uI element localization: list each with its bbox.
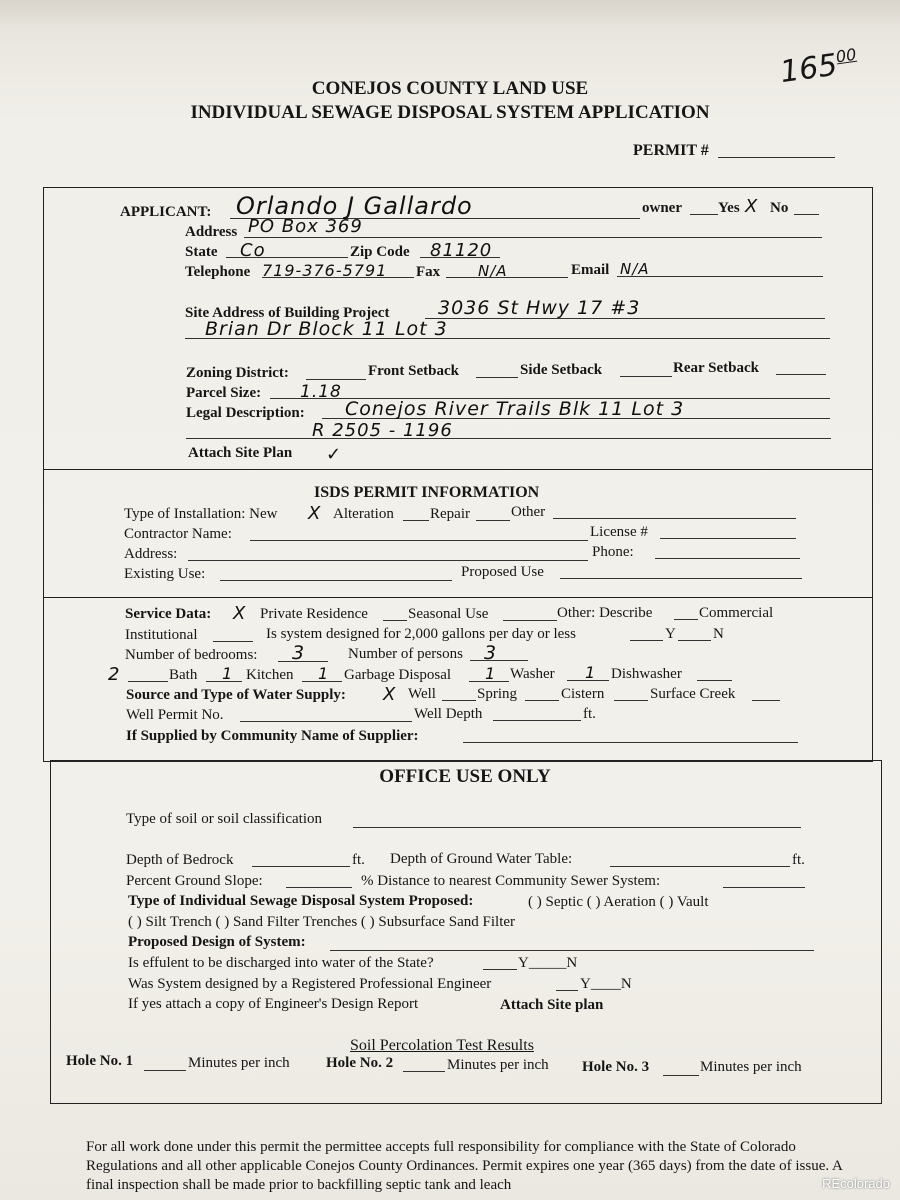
private-residence-checkmark[interactable]: X bbox=[233, 603, 247, 624]
fax-field[interactable]: N/A bbox=[478, 262, 508, 280]
gallons-label: Is system designed for 2,000 gallons per day or less bbox=[266, 626, 576, 642]
watermark-logo: REcolorado bbox=[822, 1176, 890, 1191]
contractor-address-field[interactable] bbox=[188, 560, 588, 561]
other-describe-label: Other: Describe bbox=[557, 605, 653, 621]
site-address-field[interactable]: 3036 St Hwy 17 #3 bbox=[438, 297, 641, 319]
effluent-label: Is effulent to be discharged into water of the State? bbox=[128, 955, 434, 971]
well-depth-ft-label: ft. bbox=[583, 706, 596, 722]
form-title: CONEJOS COUNTY LAND USE bbox=[311, 78, 589, 99]
proposed-use-label: Proposed Use bbox=[461, 564, 544, 580]
groundwater-ft-label: ft. bbox=[792, 852, 805, 868]
gallons-n-label: N bbox=[713, 626, 724, 642]
hole-1-label: Hole No. 1 bbox=[66, 1053, 134, 1069]
telephone-field[interactable]: 719-376-5791 bbox=[262, 261, 388, 280]
attach-site-plan-label: Attach Site Plan bbox=[188, 445, 293, 461]
persons-label: Number of persons bbox=[348, 646, 463, 662]
form-upper-box bbox=[43, 187, 873, 762]
rear-setback-field[interactable] bbox=[776, 374, 826, 375]
zoning-label: Zoning District: bbox=[186, 365, 289, 381]
system-type-label: Type of Individual Sewage Disposal System Proposed: bbox=[128, 893, 474, 909]
hole-2-field[interactable] bbox=[403, 1071, 445, 1072]
telephone-label: Telephone bbox=[185, 264, 251, 280]
institutional-label: Institutional bbox=[125, 627, 198, 643]
bath-label: Bath bbox=[169, 667, 198, 683]
engineer-report-label: If yes attach a copy of Engineer's Design Report bbox=[128, 996, 419, 1012]
front-setback-label: Front Setback bbox=[368, 363, 459, 379]
gallons-y-label: Y bbox=[665, 626, 676, 642]
front-setback-field[interactable] bbox=[476, 377, 518, 378]
legal-description-field-line2[interactable]: R 2505 - 1196 bbox=[312, 420, 453, 441]
side-setback-label: Side Setback bbox=[520, 362, 603, 378]
owner-yes-checkmark[interactable]: X bbox=[745, 196, 759, 217]
kitchen-label: Kitchen bbox=[246, 667, 294, 683]
garbage-count[interactable]: 1 bbox=[318, 664, 330, 683]
seasonal-label: Seasonal Use bbox=[408, 606, 489, 622]
soil-classification-label: Type of soil or soil classification bbox=[126, 811, 322, 827]
bedrooms-label: Number of bedrooms: bbox=[125, 647, 258, 663]
proposed-use-field[interactable] bbox=[560, 578, 802, 579]
dishwasher-label: Dishwasher bbox=[611, 666, 682, 682]
proposed-design-field[interactable] bbox=[330, 950, 814, 951]
septic-options[interactable]: ( ) Septic ( ) Aeration ( ) Vault bbox=[528, 894, 709, 910]
zoning-field[interactable] bbox=[306, 379, 366, 380]
well-depth-label: Well Depth bbox=[414, 706, 483, 722]
divider bbox=[43, 469, 873, 470]
community-supplier-label: If Supplied by Community Name of Supplier: bbox=[126, 728, 419, 744]
hole-1-field[interactable] bbox=[144, 1070, 186, 1071]
slope-field[interactable] bbox=[286, 887, 352, 888]
groundwater-label: Depth of Ground Water Table: bbox=[390, 851, 573, 867]
phone-label: Phone: bbox=[592, 544, 634, 560]
phone-field[interactable] bbox=[655, 558, 800, 559]
legal-description-field[interactable]: Conejos River Trails Blk 11 Lot 3 bbox=[345, 398, 685, 420]
spring-label: Spring bbox=[477, 686, 518, 702]
well-permit-label: Well Permit No. bbox=[126, 707, 224, 723]
side-setback-field[interactable] bbox=[620, 376, 672, 377]
sewer-distance-label: % Distance to nearest Community Sewer System: bbox=[361, 873, 661, 889]
bath-count[interactable]: 2 bbox=[108, 664, 121, 685]
permit-number-field[interactable] bbox=[718, 157, 835, 158]
existing-use-label: Existing Use: bbox=[124, 566, 206, 582]
office-use-heading: OFFICE USE ONLY bbox=[379, 766, 551, 787]
cistern-label: Cistern bbox=[561, 686, 605, 702]
license-field[interactable] bbox=[660, 538, 796, 539]
community-supplier-field[interactable] bbox=[463, 742, 798, 743]
license-label: License # bbox=[590, 524, 648, 540]
hole-3-field[interactable] bbox=[663, 1075, 699, 1076]
soil-classification-field[interactable] bbox=[353, 827, 801, 828]
other-label: Other bbox=[511, 504, 546, 520]
repair-label: Repair bbox=[430, 506, 470, 522]
effluent-yn[interactable]: Y_____N bbox=[518, 955, 578, 971]
site-address-label: Site Address of Building Project bbox=[185, 305, 390, 321]
owner-label: owner bbox=[642, 200, 682, 216]
well-label: Well bbox=[408, 686, 436, 702]
email-label: Email bbox=[571, 262, 610, 278]
parcel-label: Parcel Size: bbox=[186, 385, 262, 401]
zip-label: Zip Code bbox=[350, 244, 410, 260]
installation-type-label: Type of Installation: New bbox=[124, 506, 278, 522]
new-installation-checkmark[interactable]: X bbox=[308, 503, 322, 524]
existing-use-field[interactable] bbox=[220, 580, 452, 581]
sewer-distance-field[interactable] bbox=[723, 887, 805, 888]
bedrock-field[interactable] bbox=[252, 866, 350, 867]
commercial-label: Commercial bbox=[699, 605, 774, 621]
contractor-field[interactable] bbox=[250, 540, 588, 541]
service-data-label: Service Data: bbox=[125, 606, 212, 622]
no-label: No bbox=[770, 200, 789, 216]
attach-site-plan-check-icon[interactable]: ✓ bbox=[326, 444, 343, 465]
state-field[interactable]: Co bbox=[240, 240, 266, 261]
alteration-label: Alteration bbox=[333, 506, 394, 522]
hole-2-mpi-label: Minutes per inch bbox=[447, 1057, 549, 1073]
well-permit-field[interactable] bbox=[240, 721, 412, 722]
water-supply-label: Source and Type of Water Supply: bbox=[126, 687, 346, 703]
proposed-design-label: Proposed Design of System: bbox=[128, 934, 306, 950]
fax-label: Fax bbox=[416, 264, 441, 280]
contractor-address-label: Address: bbox=[124, 546, 178, 562]
washer-count[interactable]: 1 bbox=[485, 664, 497, 683]
form-subtitle: INDIVIDUAL SEWAGE DISPOSAL SYSTEM APPLICATION bbox=[190, 102, 710, 123]
perc-test-heading: Soil Percolation Test Results bbox=[350, 1037, 534, 1054]
site-address-field-line2[interactable]: Brian Dr Block 11 Lot 3 bbox=[205, 318, 448, 340]
engineer-yn[interactable]: Y____N bbox=[580, 976, 632, 992]
dishwasher-count[interactable]: 1 bbox=[585, 663, 597, 682]
bedrock-ft-label: ft. bbox=[352, 852, 365, 868]
bedrooms-field[interactable]: 3 bbox=[292, 642, 306, 664]
private-residence-label: Private Residence bbox=[260, 606, 368, 622]
kitchen-count[interactable]: 1 bbox=[222, 664, 234, 683]
well-depth-field[interactable] bbox=[493, 720, 581, 721]
applicant-label: APPLICANT: bbox=[120, 204, 212, 220]
isds-heading: ISDS PERMIT INFORMATION bbox=[314, 484, 540, 501]
rear-setback-label: Rear Setback bbox=[673, 360, 759, 376]
hole-1-mpi-label: Minutes per inch bbox=[188, 1055, 290, 1071]
well-checkmark[interactable]: X bbox=[383, 684, 397, 705]
contractor-label: Contractor Name: bbox=[124, 526, 232, 542]
engineer-label: Was System designed by a Registered Professional Engineer bbox=[128, 976, 492, 992]
permit-terms-paragraph: For all work done under this permit the permittee accepts full responsibility for compliance with the State of Colorado Regulations and all other applicable Conejos County Ordinances. Permit expires one year (365 days) from the date of issue. A final inspection shall be made prior to backfilling septic tank and leach bbox=[86, 1139, 843, 1193]
hole-3-label: Hole No. 3 bbox=[582, 1059, 650, 1075]
trench-options[interactable]: ( ) Silt Trench ( ) Sand Filter Trenches ( ) Subsurface Sand Filter bbox=[128, 914, 516, 930]
groundwater-field[interactable] bbox=[610, 866, 790, 867]
parcel-size-field[interactable]: 1.18 bbox=[300, 382, 342, 402]
attach-site-plan-office-label: Attach Site plan bbox=[500, 997, 604, 1013]
slope-label: Percent Ground Slope: bbox=[126, 873, 263, 889]
yes-label: Yes bbox=[718, 200, 740, 216]
hole-2-label: Hole No. 2 bbox=[326, 1055, 394, 1071]
applicant-name-field[interactable]: Orlando J Gallardo bbox=[236, 192, 473, 220]
bedrock-label: Depth of Bedrock bbox=[126, 852, 234, 868]
legal-label: Legal Description: bbox=[186, 405, 305, 421]
state-label: State bbox=[185, 244, 218, 260]
zip-field[interactable]: 81120 bbox=[430, 240, 493, 261]
divider bbox=[43, 597, 873, 598]
handwritten-fee: $165^{00}$ bbox=[777, 44, 858, 91]
address-field[interactable]: PO Box 369 bbox=[248, 216, 363, 237]
persons-field[interactable]: 3 bbox=[484, 642, 498, 664]
garbage-disposal-label: Garbage Disposal bbox=[344, 667, 452, 683]
permit-label: PERMIT # bbox=[633, 142, 709, 159]
email-field[interactable]: N/A bbox=[620, 260, 650, 278]
address-label: Address bbox=[185, 224, 238, 240]
surface-creek-label: Surface Creek bbox=[650, 686, 736, 702]
washer-label: Washer bbox=[510, 666, 555, 682]
hole-3-mpi-label: Minutes per inch bbox=[700, 1059, 802, 1075]
